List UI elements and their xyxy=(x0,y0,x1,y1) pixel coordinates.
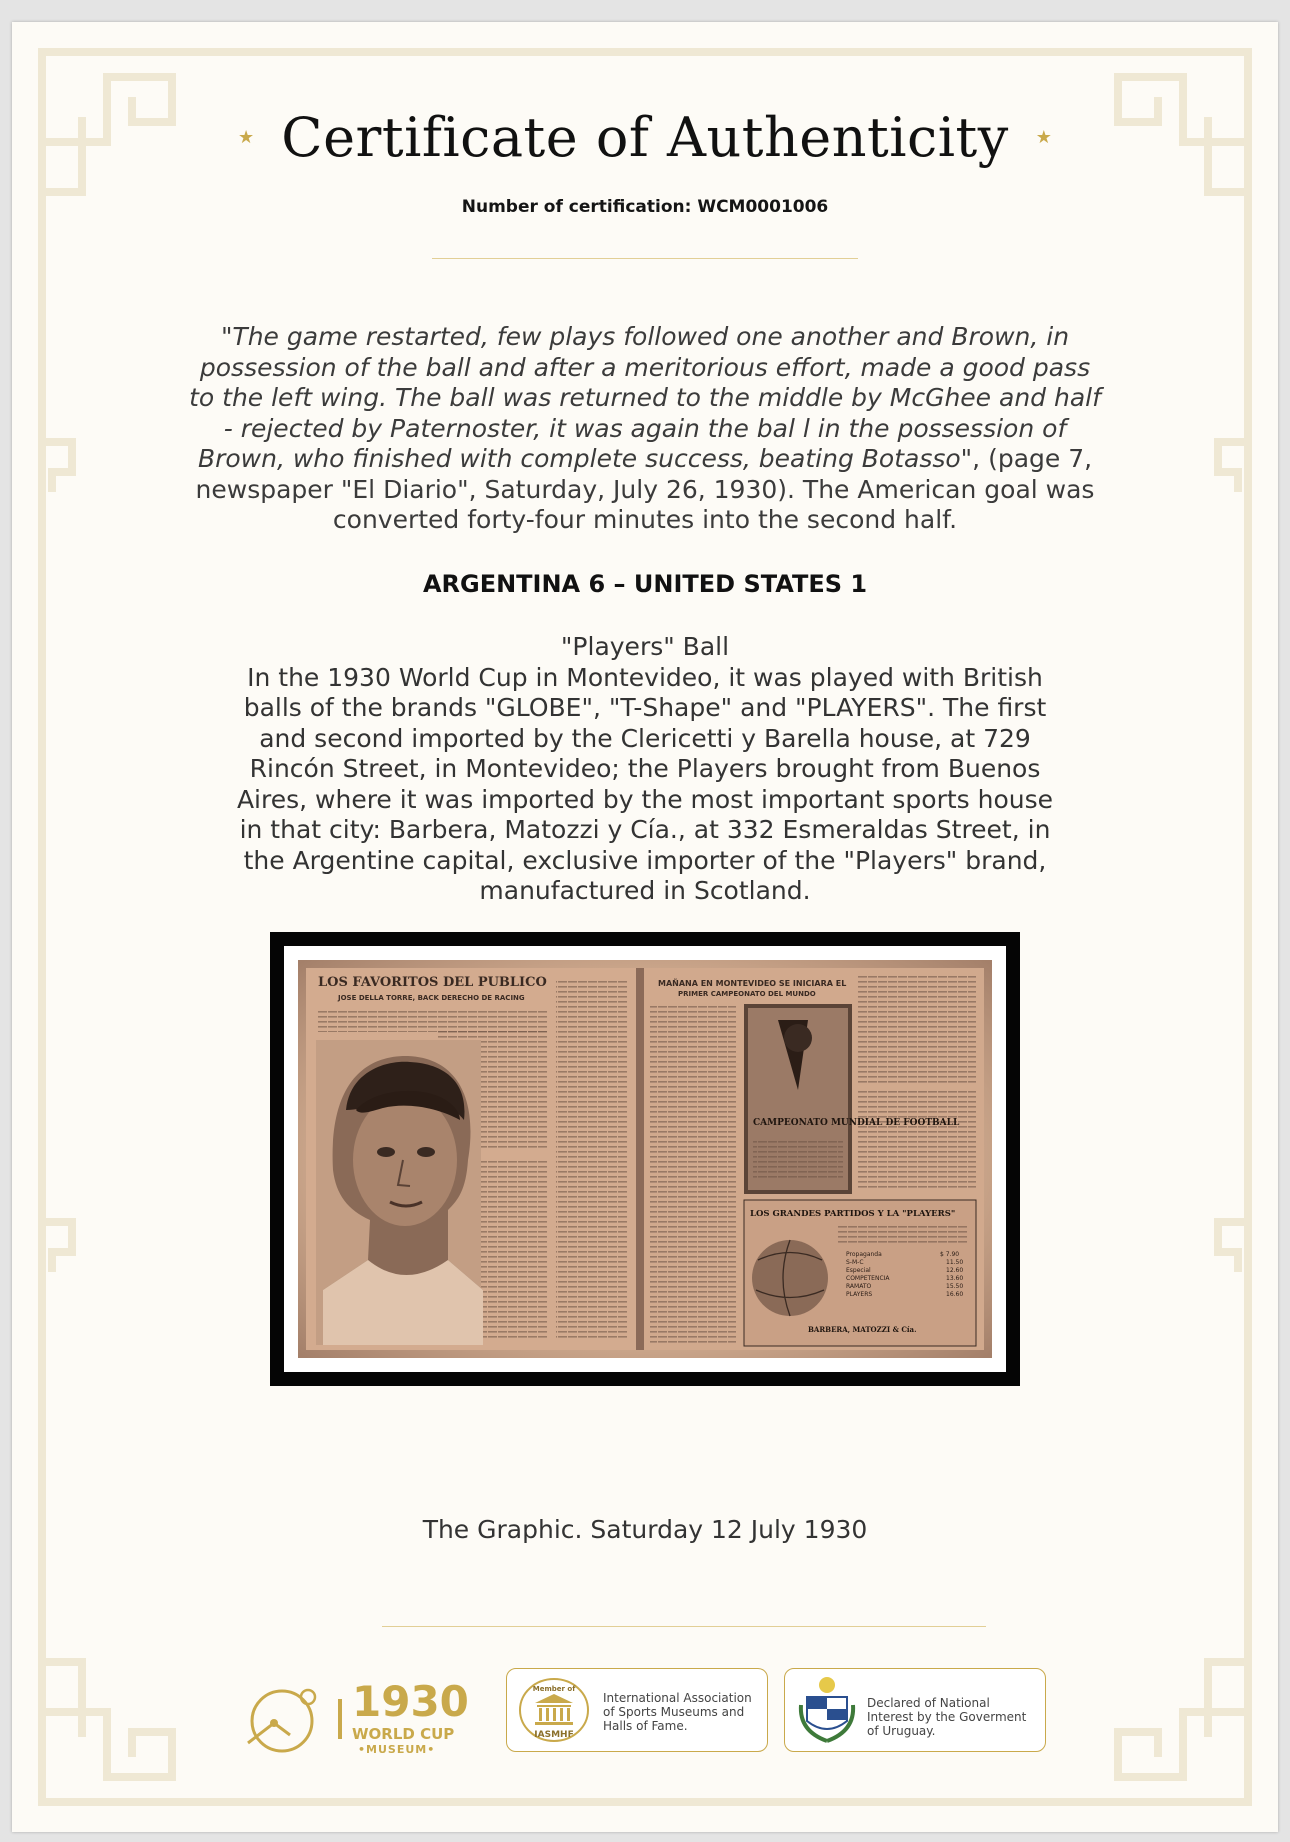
decorative-border xyxy=(12,22,1278,1832)
footer-divider xyxy=(382,1626,986,1627)
ad-price-name: COMPETENCIA xyxy=(846,1275,890,1282)
iasmhf-acronym: IASMHF xyxy=(534,1730,574,1740)
star-icon: ★ xyxy=(1035,127,1052,148)
match-result: ARGENTINA 6 – UNITED STATES 1 xyxy=(422,570,868,598)
iasmhf-text: International Association of Sports Museums and Halls of Fame. xyxy=(603,1691,752,1733)
newspaper-illustration xyxy=(298,960,992,1358)
ad-price-name: Propaganda xyxy=(846,1251,882,1258)
world-cup-museum-logo xyxy=(240,1677,492,1767)
photo-caption: The Graphic. Saturday 12 July 1930 xyxy=(422,1515,868,1544)
ad-price-value: 16.60 xyxy=(946,1291,964,1298)
ball-heading: "Players" Ball xyxy=(560,632,730,661)
players-ball-ad xyxy=(744,1200,976,1346)
ad-price-value: 13.60 xyxy=(946,1275,964,1282)
ball-description: In the 1930 World Cup in Montevideo, it was played with British balls of the brands "GLOBE", "T-Shape" and "PLAYERS". The first and second imported by the Clericetti y Barella house, at 729 Rincón Street, in Montevideo; the Players brought from Buenos Aires, where it was imported by the most important sports house in that city: Barbera, Matozzi y Cía., at 332 Esmeraldas Street, in the Argentine capital, exclusive importer of the "Players" brand, manufactured in Scotland. xyxy=(236,662,1054,905)
title-row xyxy=(12,106,1278,196)
historical-quote xyxy=(187,322,1103,536)
ad-price-value: $ 7.90 xyxy=(940,1251,960,1258)
ad-price-name: PLAYERS xyxy=(846,1291,873,1298)
poster-title: CAMPEONATO MUNDIAL DE FOOTBALL xyxy=(753,1118,960,1128)
ad-price-value: 12.60 xyxy=(946,1267,964,1274)
museum-year: 1930 xyxy=(352,1677,469,1726)
museum-building-icon xyxy=(517,1677,591,1743)
ad-title: LOS GRANDES PARTIDOS Y LA "PLAYERS" xyxy=(750,1209,956,1219)
ad-price-name: Especial xyxy=(846,1267,871,1274)
right-subheader: PRIMER CAMPEONATO DEL MUNDO xyxy=(678,990,816,998)
ad-price-value: 11.50 xyxy=(946,1259,964,1266)
ad-price-value: 15.50 xyxy=(946,1283,964,1290)
museum-emblem-icon xyxy=(240,1683,320,1759)
uruguay-badge xyxy=(784,1668,1046,1752)
logo-divider xyxy=(338,1699,342,1739)
certificate-title: Certificate of Authenticity xyxy=(281,106,1009,169)
title-divider xyxy=(432,258,858,259)
portrait xyxy=(316,1040,483,1345)
ad-price-name: RAMATO xyxy=(846,1283,872,1290)
right-header: MAÑANA EN MONTEVIDEO SE INICIARA EL xyxy=(658,979,847,988)
quote-italic: "The game restarted, few plays followed one another and Brown, in possession of the ball and after a meritorious effort, made a good pass to the left wing. The ball was returned to the middle by McGhee and half - rejected by Paternoster, it was again the bal l in the possession of Brown, who finished with complete success, beating Botasso" xyxy=(189,322,1101,473)
iasmhf-badge xyxy=(506,1668,768,1752)
certificate-sheet xyxy=(12,22,1278,1832)
museum-line2: •MUSEUM• xyxy=(358,1743,436,1756)
left-header: LOS FAVORITOS DEL PUBLICO xyxy=(318,975,547,990)
star-icon: ★ xyxy=(238,127,255,148)
museum-line1: WORLD CUP xyxy=(352,1725,455,1743)
newspaper-photo-frame xyxy=(270,932,1020,1386)
ad-firm: BARBERA, MATOZZI & Cía. xyxy=(808,1325,917,1334)
uruguay-text: Declared of National Interest by the Goverment of Uruguay. xyxy=(867,1696,1027,1738)
left-subheader: JOSE DELLA TORRE, BACK DERECHO DE RACING xyxy=(338,994,525,1002)
quote-citation: , (page 7, newspaper "El Diario", Saturday, July 26, 1930). The American goal was converted forty-four minutes into the second half. xyxy=(195,444,1095,534)
uruguay-coat-of-arms-icon xyxy=(795,1675,859,1745)
photo-mat xyxy=(284,946,1006,1372)
iasmhf-member: Member of xyxy=(532,1685,576,1693)
ad-price-name: S-M-C xyxy=(846,1259,864,1266)
certification-number: Number of certification: WCM0001006 xyxy=(461,197,829,217)
ball-section xyxy=(227,632,1063,907)
newspaper-image xyxy=(298,960,992,1358)
